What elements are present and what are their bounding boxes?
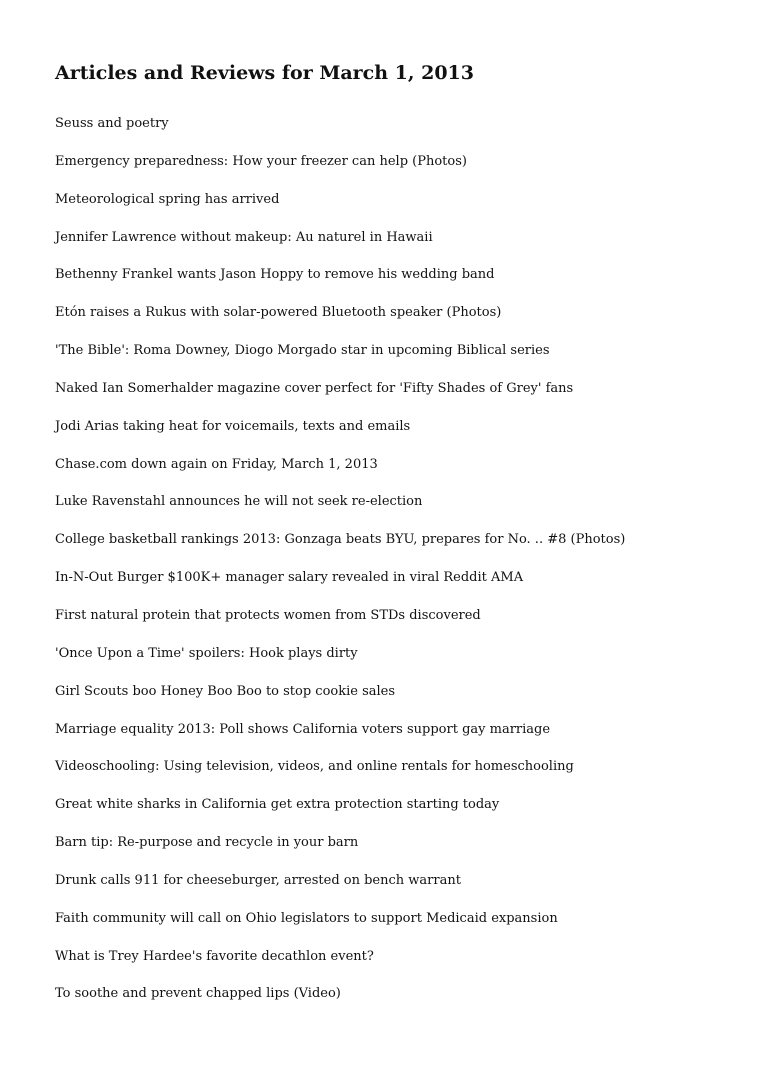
article-link[interactable]: Girl Scouts boo Honey Boo Boo to stop cookie sales <box>55 683 396 699</box>
article-link[interactable]: Great white sharks in California get extra protection starting today <box>55 797 500 813</box>
document-page <box>55 58 745 1022</box>
article-link[interactable]: Barn tip: Re-purpose and recycle in your barn <box>55 835 359 851</box>
article-link[interactable]: Marriage equality 2013: Poll shows California voters support gay marriage <box>55 721 551 737</box>
article-link[interactable]: Seuss and poetry <box>55 116 169 131</box>
article-link[interactable]: What is Trey Hardee's favorite decathlon event? <box>55 948 374 964</box>
article-link[interactable]: Drunk calls 911 for cheeseburger, arrested on bench warrant <box>55 872 461 888</box>
article-link[interactable]: Videoschooling: Using television, videos, and online rentals for homeschooling <box>55 759 574 775</box>
article-link[interactable]: College basketball rankings 2013: Gonzaga beats BYU, prepares for No. .. #8 (Photos) <box>55 532 626 548</box>
article-link[interactable]: Meteorological spring has arrived <box>55 191 280 207</box>
article-link[interactable]: Jodi Arias taking heat for voicemails, texts and emails <box>55 418 411 434</box>
page-title: Articles and Reviews for March 1, 2013 <box>55 62 475 84</box>
article-link[interactable]: Faith community will call on Ohio legislators to support Medicaid expansion <box>55 910 558 926</box>
article-link[interactable]: Emergency preparedness: How your freezer can help (Photos) <box>55 153 467 169</box>
article-link[interactable]: To soothe and prevent chapped lips (Video) <box>55 986 341 1002</box>
article-link[interactable]: Naked Ian Somerhalder magazine cover perfect for 'Fifty Shades of Grey' fans <box>55 380 574 396</box>
article-link[interactable]: Bethenny Frankel wants Jason Hoppy to remove his wedding band <box>55 267 495 283</box>
article-link[interactable]: Chase.com down again on Friday, March 1, 2013 <box>55 456 378 472</box>
article-link[interactable]: First natural protein that protects women from STDs discovered <box>55 607 481 623</box>
article-link[interactable]: Jennifer Lawrence without makeup: Au naturel in Hawaii <box>55 229 433 245</box>
article-link[interactable]: Etón raises a Rukus with solar-powered Bluetooth speaker (Photos) <box>55 305 502 321</box>
article-list <box>55 114 745 1022</box>
article-link[interactable]: Luke Ravenstahl announces he will not seek re-election <box>55 494 423 510</box>
article-link[interactable]: In-N-Out Burger $100K+ manager salary revealed in viral Reddit AMA <box>55 570 524 586</box>
article-link[interactable]: 'Once Upon a Time' spoilers: Hook plays dirty <box>55 645 358 661</box>
article-link[interactable]: 'The Bible': Roma Downey, Diogo Morgado star in upcoming Biblical series <box>55 343 550 359</box>
